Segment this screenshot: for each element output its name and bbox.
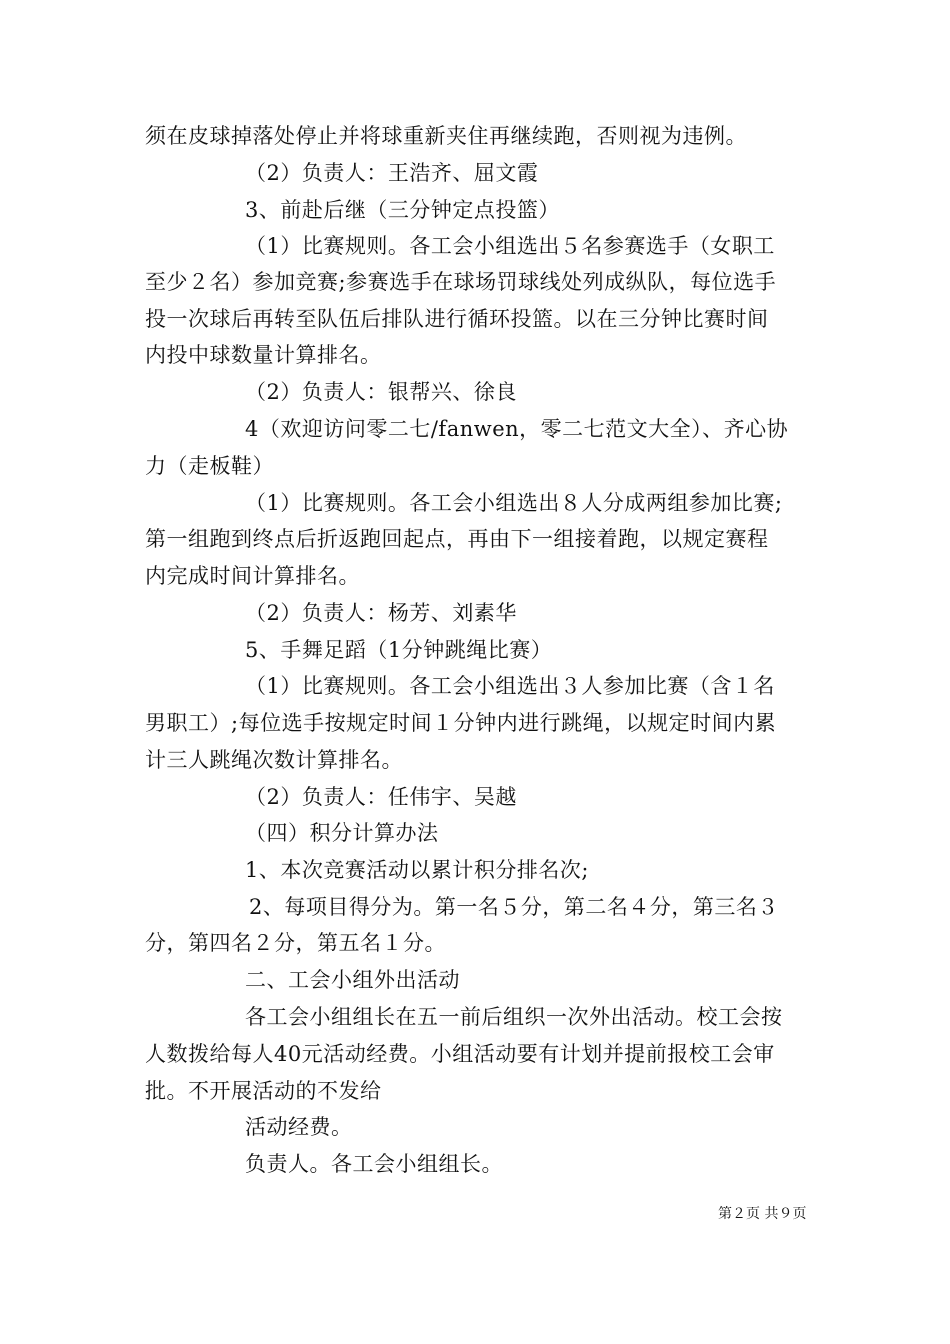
text-line: 人数拨给每人40元活动经费。小组活动要有计划并提前报校工会审 (145, 1042, 775, 1066)
text-line: 二、工会小组外出活动 (245, 968, 460, 992)
text-line: 男职工）;每位选手按规定时间１分钟内进行跳绳，以规定时间内累 (145, 711, 777, 735)
text-line: 内投中球数量计算排名。 (145, 343, 382, 367)
text-line: 须在皮球掉落处停止并将球重新夹住再继续跑，否则视为违例。 (145, 124, 747, 148)
text-line: 活动经费。 (245, 1115, 353, 1139)
text-line: 内完成时间计算排名。 (145, 564, 360, 588)
text-line: 4（欢迎访问零二七/fanwen，零二七范文大全）、齐心协 (245, 417, 789, 441)
text-line: 批。不开展活动的不发给 (145, 1079, 382, 1103)
text-line: 2、每项目得分为。第一名５分，第二名４分，第三名３ (249, 895, 779, 919)
text-line: 各工会小组组长在五一前后组织一次外出活动。校工会按 (245, 1005, 783, 1029)
text-line: （1）比赛规则。各工会小组选出３人参加比赛（含１名 (245, 674, 775, 698)
text-line: 力（走板鞋） (145, 454, 274, 478)
text-line: （2）负责人：杨芳、刘素华 (245, 601, 517, 625)
text-line: 3、前赴后继（三分钟定点投篮） (245, 198, 560, 222)
page-footer: 第２页 共９页 (718, 1206, 807, 1222)
text-line: （2）负责人：任伟宇、吴越 (245, 785, 517, 809)
text-line: 1、本次竞赛活动以累计积分排名次; (245, 858, 589, 882)
text-line: 第一组跑到终点后折返跑回起点，再由下一组接着跑，以规定赛程 (145, 527, 769, 551)
text-line: （1）比赛规则。各工会小组选出８人分成两组参加比赛; (245, 491, 783, 515)
text-line: 计三人跳绳次数计算排名。 (145, 748, 403, 772)
text-line: 分，第四名２分，第五名１分。 (145, 931, 446, 955)
text-line: （1）比赛规则。各工会小组选出５名参赛选手（女职工 (245, 234, 775, 258)
text-line: 5、手舞足蹈（1分钟跳绳比赛） (245, 638, 553, 662)
text-line: （2）负责人：银帮兴、徐良 (245, 380, 517, 404)
text-line: 负责人。各工会小组组长。 (245, 1152, 503, 1176)
text-line: 至少２名）参加竞赛;参赛选手在球场罚球线处列成纵队，每位选手 (145, 270, 777, 294)
text-line: （四）积分计算办法 (245, 821, 439, 845)
text-line: （2）负责人：王浩齐、屈文霞 (245, 161, 539, 185)
text-line: 投一次球后再转至队伍后排队进行循环投篮。以在三分钟比赛时间 (145, 307, 769, 331)
